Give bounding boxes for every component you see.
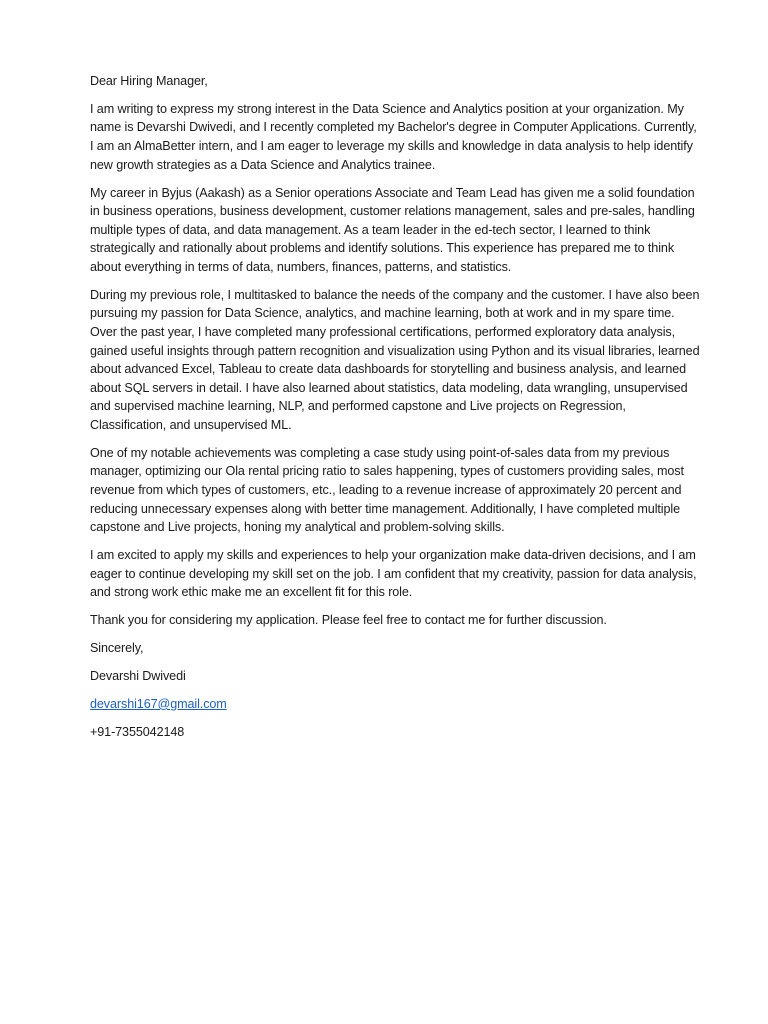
- email-link[interactable]: devarshi167@gmail.com: [90, 696, 227, 711]
- paragraph-intro: I am writing to express my strong interest in the Data Science and Analytics position at your organization. My name is Devarshi Dwivedi, and I recently completed my Bachelor's degree in Computer Applications. Currently, I am an AlmaBetter intern, and I am eager to leverage my skills and knowledge in data analysis to help identify new growth strategies as a Data Science and Analytics trainee.: [90, 101, 697, 172]
- signer-name: Devarshi Dwivedi: [90, 669, 186, 683]
- paragraph-previous-role: During my previous role, I multitasked to balance the needs of the company and the customer. I have also been pursuing my passion for Data Science, analytics, and machine learning, both at work and in my spare time. Over the past year, I have completed many professional certifications, performed exploratory data analysis, gained useful insights through pattern recognition and visualization using Python and its visual libraries, learned about advanced Excel, Tableau to create data dashboards for storytelling and business analysis, and learned about SQL servers in detail. I have also learned about statistics, data modeling, data wrangling, unsupervised and supervised machine learning, NLP, and performed capstone and Live projects on Regression, Classification, and unsupervised ML.: [90, 287, 700, 432]
- paragraph-excitement: I am excited to apply my skills and experiences to help your organization make data-driven decisions, and I am eager to continue developing my skill set on the job. I am confident that my creativity, passion for data analysis, and strong work ethic make me an excellent fit for this role.: [90, 548, 697, 600]
- salutation: Dear Hiring Manager,: [90, 74, 208, 88]
- paragraph-achievements: One of my notable achievements was completing a case study using point-of-sales data from my previous manager, optimizing our Ola rental pricing ratio to sales happening, types of customers providing sales, most revenue from which types of customers, etc., leading to a revenue increase of approximately 20 percent and reducing unnecessary expenses along with better time management. Additionally, I have completed multiple capstone and Live projects, honing my analytical and problem-solving skills.: [90, 445, 684, 535]
- cover-letter: [90, 72, 700, 751]
- email-line: [90, 695, 700, 714]
- paragraph-thanks: Thank you for considering my application. Please feel free to contact me for further discussion.: [90, 613, 607, 628]
- paragraph-career: My career in Byjus (Aakash) as a Senior operations Associate and Team Lead has given me a solid foundation in business operations, business development, customer relations management, sales and pre-sales, handling multiple types of data, and data management. As a team leader in the ed-tech sector, I learned to think strategically and rationally about problems and identify solutions. This experience has prepared me to think about everything in terms of data, numbers, finances, patterns, and statistics.: [90, 185, 695, 274]
- closing: Sincerely,: [90, 641, 144, 656]
- phone-number: +91-7355042148: [90, 724, 185, 739]
